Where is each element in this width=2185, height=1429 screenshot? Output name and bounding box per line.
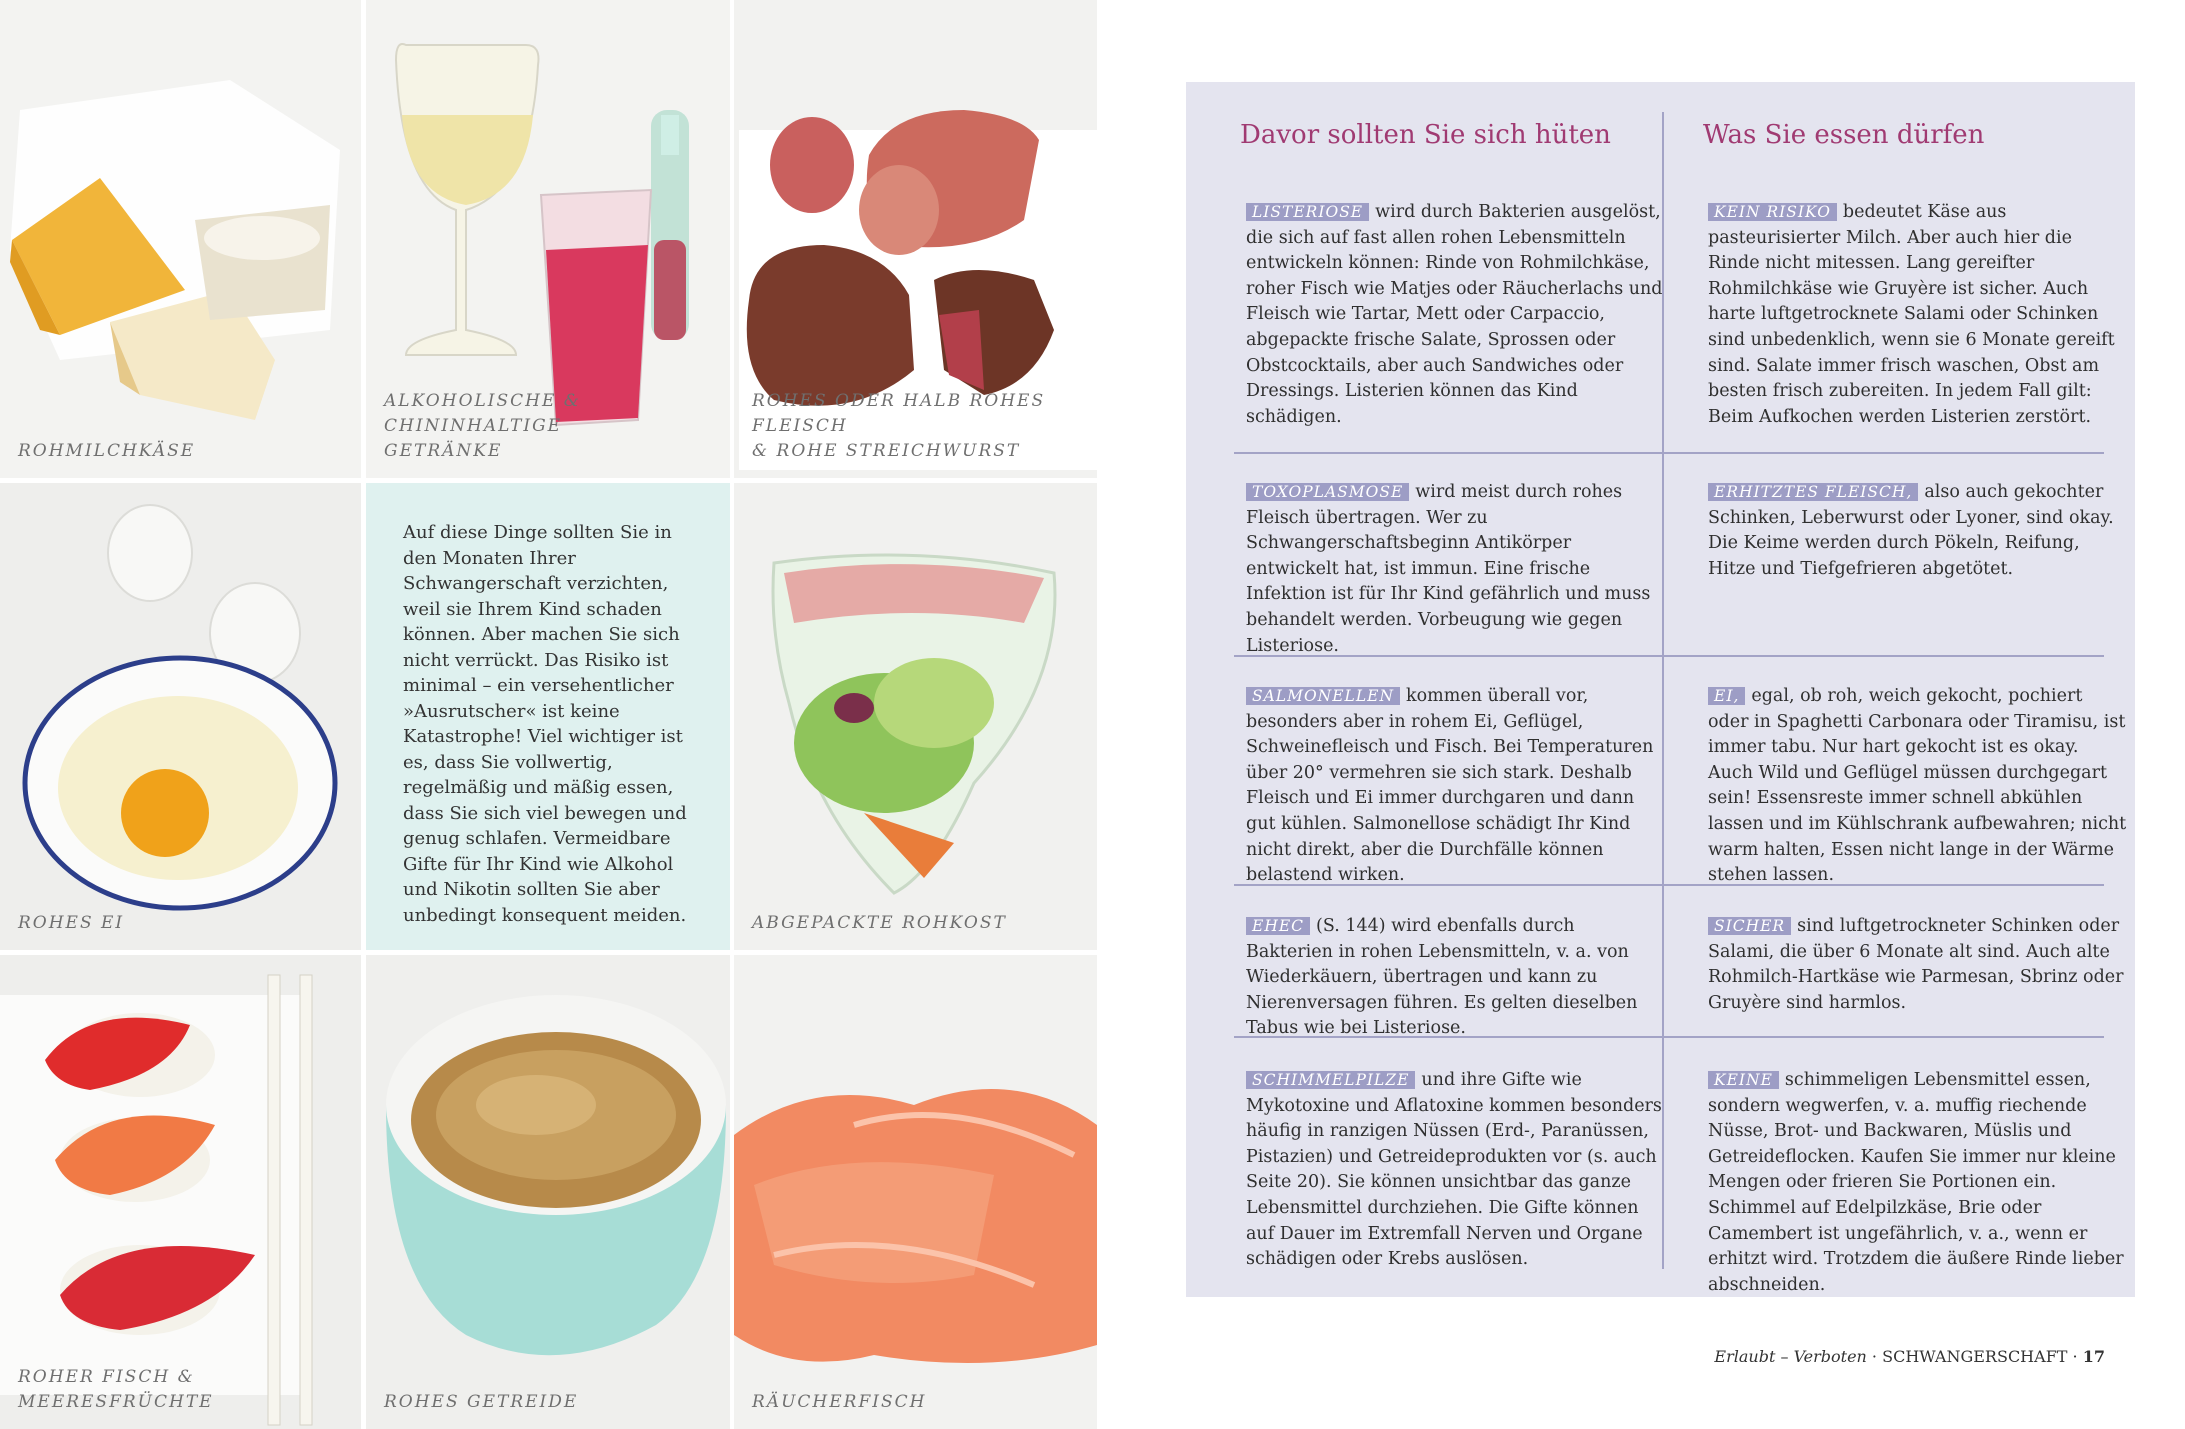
footer-separator: – xyxy=(1775,1347,1794,1366)
photo-caption: ROHER FISCH & MEERESFRÜCHTE xyxy=(18,1367,214,1412)
photo-alcoholic-drinks xyxy=(366,0,730,478)
tag-label: ERHITZTES FLEISCH, xyxy=(1708,483,1918,501)
tag-label: SICHER xyxy=(1708,917,1791,935)
right-block-kein-risiko xyxy=(1708,200,2128,430)
right-block-sicher xyxy=(1708,914,2128,1016)
photo-caption: ROHMILCHKÄSE xyxy=(18,441,196,461)
photo-caption: RÄUCHERFISCH xyxy=(752,1392,927,1412)
intro-panel xyxy=(366,483,730,950)
tag-label: LISTERIOSE xyxy=(1246,203,1369,221)
block-text: kommen überall vor, besonders aber in rohem Ei, Geflügel, Schweinefleisch und Fisch. Bei Temperaturen über 20° vermehren sie sich stark. Deshalb Fleisch und Ei immer durchgaren und dann gut kühlen. Salmonellose schädigt Ihr Kind nicht direkt, aber die Durchfälle können belastend wirken. xyxy=(1246,686,1654,886)
photo-raw-milk-cheese xyxy=(0,0,361,478)
block-text: bedeutet Käse aus pasteurisierter Milch. Aber auch hier die Rinde nicht mitessen. Lang gereifter Rohmilchkäse wie Gruyère ist sicher. Auch harte luftgetrocknete Salami oder Schinken sind unbedenklich, wenn sie 6 Monate gereift sind. Salate immer frisch waschen, Obst am besten frisch zubereiten. In jedem Fall gilt: Beim Aufkochen werden Listerien zerstört. xyxy=(1708,202,2115,427)
left-column-heading: Davor sollten Sie sich hüten xyxy=(1240,120,1611,150)
intro-text: Auf diese Dinge sollten Sie in den Monaten Ihrer Schwangerschaft verzichten, weil sie Ihrem Kind schaden können. Aber machen Sie sich nicht verrückt. Das Risiko ist minimal – ein versehentlicher »Ausrutscher« ist keine Katastrophe! Viel wichtiger ist es, dass Sie vollwertig, regelmäßig und mäßig essen, dass Sie sich viel bewegen und genug schlafen. Vermeidbare Gifte für Ihr Kind wie Alkohol und Nikotin sollten Sie aber unbedingt konsequent meiden. xyxy=(403,522,687,926)
left-block-listeriose xyxy=(1246,200,1666,430)
footer-section: SCHWANGERSCHAFT xyxy=(1882,1347,2068,1366)
right-block-erhitztes-fleisch xyxy=(1708,480,2128,582)
page-number: 17 xyxy=(2082,1347,2105,1366)
tag-label: SCHIMMELPILZE xyxy=(1246,1071,1415,1089)
photo-raw-grain xyxy=(366,955,730,1429)
block-text: wird meist durch rohes Fleisch übertragen. Wer zu Schwangerschaftsbeginn Antikörper entwickelt hat, ist immun. Eine frische Infektion ist für Ihr Kind gefährlich und muss behandelt werden. Vorbeugung wie gegen Listeriose. xyxy=(1246,482,1651,656)
photo-caption: ROHES ODER HALB ROHES FLEISCH & ROHE STREICHWURST xyxy=(752,391,1046,461)
tag-label: EHEC xyxy=(1246,917,1310,935)
photo-caption: ROHES GETREIDE xyxy=(384,1392,579,1412)
photo-caption: ABGEPACKTE ROHKOST xyxy=(752,913,1007,933)
footer-separator: · xyxy=(1866,1347,1883,1366)
left-block-toxoplasmose xyxy=(1246,480,1666,659)
page-footer xyxy=(1714,1347,2105,1366)
tag-label: KEIN RISIKO xyxy=(1708,203,1837,221)
block-text: (S. 144) wird ebenfalls durch Bakterien in rohen Lebensmitteln, v. a. von Wiederkäuern, übertragen und kann zu Nierenversagen führen. Es gelten dieselben Tabus wie bei Listeriose. xyxy=(1246,916,1638,1039)
right-block-ei xyxy=(1708,684,2128,889)
footer-verboten: Verboten xyxy=(1793,1347,1867,1366)
photo-smoked-fish xyxy=(734,955,1097,1429)
block-text: sind luftgetrockneter Schinken oder Salami, die über 6 Monate alt sind. Auch alte Rohmilch-Hartkäse wie Parmesan, Sbrinz oder Gruyère sind harmlos. xyxy=(1708,916,2124,1013)
block-text: egal, ob roh, weich gekocht, pochiert oder in Spaghetti Carbonara oder Tiramisu, ist immer tabu. Nur hart gekocht ist es okay. Auch Wild und Geflügel müssen durchgegart sein! Essensreste immer schnell abkühlen lassen und im Kühlschrank aufbewahren; nicht warm halten, Essen nicht lange in der Wärme stehen lassen. xyxy=(1708,686,2127,886)
footer-separator: · xyxy=(2067,1347,2083,1366)
block-text: schimmeligen Lebensmittel essen, sondern wegwerfen, v. a. muffig riechende Nüsse, Brot- und Backwaren, Müslis und Getreideflocken. Kaufen Sie immer nur kleine Mengen oder frieren Sie Portionen ein. Schimmel auf Edelpilzkäse, Brie oder Camembert ist ungefährlich, v. a., wenn er erhitzt wird. Trotzdem die äußere Rinde lieber abschneiden. xyxy=(1708,1070,2124,1295)
photo-packaged-salad xyxy=(734,483,1097,950)
right-column-heading: Was Sie essen dürfen xyxy=(1703,120,1985,150)
row-divider xyxy=(1234,452,2104,454)
photo-raw-egg xyxy=(0,483,361,950)
tag-label: EI, xyxy=(1708,687,1745,705)
block-text: wird durch Bakterien ausgelöst, die sich auf fast allen rohen Lebensmitteln entwickeln können: Rinde von Rohmilchkäse, roher Fisch wie Matjes oder Räucherlachs und Fleisch wie Tartar, Mett oder Carpaccio, abgepackte frische Salate, Sprossen oder Obstcocktails, aber auch Sandwiches oder Dressings. Listerien können das Kind schädigen. xyxy=(1246,202,1663,427)
right-block-keine xyxy=(1708,1068,2128,1298)
block-text: und ihre Gifte wie Mykotoxine und Aflatoxine kommen besonders häufig in ranzigen Nüssen (Erd-, Paranüssen, Pistazien) und Getreideprodukten vor (s. auch Seite 20). Sie können unsichtbar das ganze Lebensmittel durchziehen. Die Gifte können auf Dauer im Extremfall Nerven und Organe schädigen oder Krebs auslösen. xyxy=(1246,1070,1662,1270)
tag-label: SALMONELLEN xyxy=(1246,687,1400,705)
photo-caption: ALKOHOLISCHE & CHININHALTIGE GETRÄNKE xyxy=(384,391,581,461)
block-text: also auch gekochter Schinken, Leberwurst oder Lyoner, sind okay. Die Keime werden durch Pökeln, Reifung, Hitze und Tiefgefrieren abgetötet. xyxy=(1708,482,2114,579)
photo-raw-meat xyxy=(734,0,1097,478)
photo-raw-fish xyxy=(0,955,361,1429)
left-block-ehec xyxy=(1246,914,1666,1042)
tag-label: KEINE xyxy=(1708,1071,1779,1089)
tag-label: TOXOPLASMOSE xyxy=(1246,483,1409,501)
photo-caption: ROHES EI xyxy=(18,913,125,933)
left-block-schimmelpilze xyxy=(1246,1068,1666,1273)
left-block-salmonellen xyxy=(1246,684,1666,889)
footer-erlaubt: Erlaubt xyxy=(1714,1347,1776,1366)
